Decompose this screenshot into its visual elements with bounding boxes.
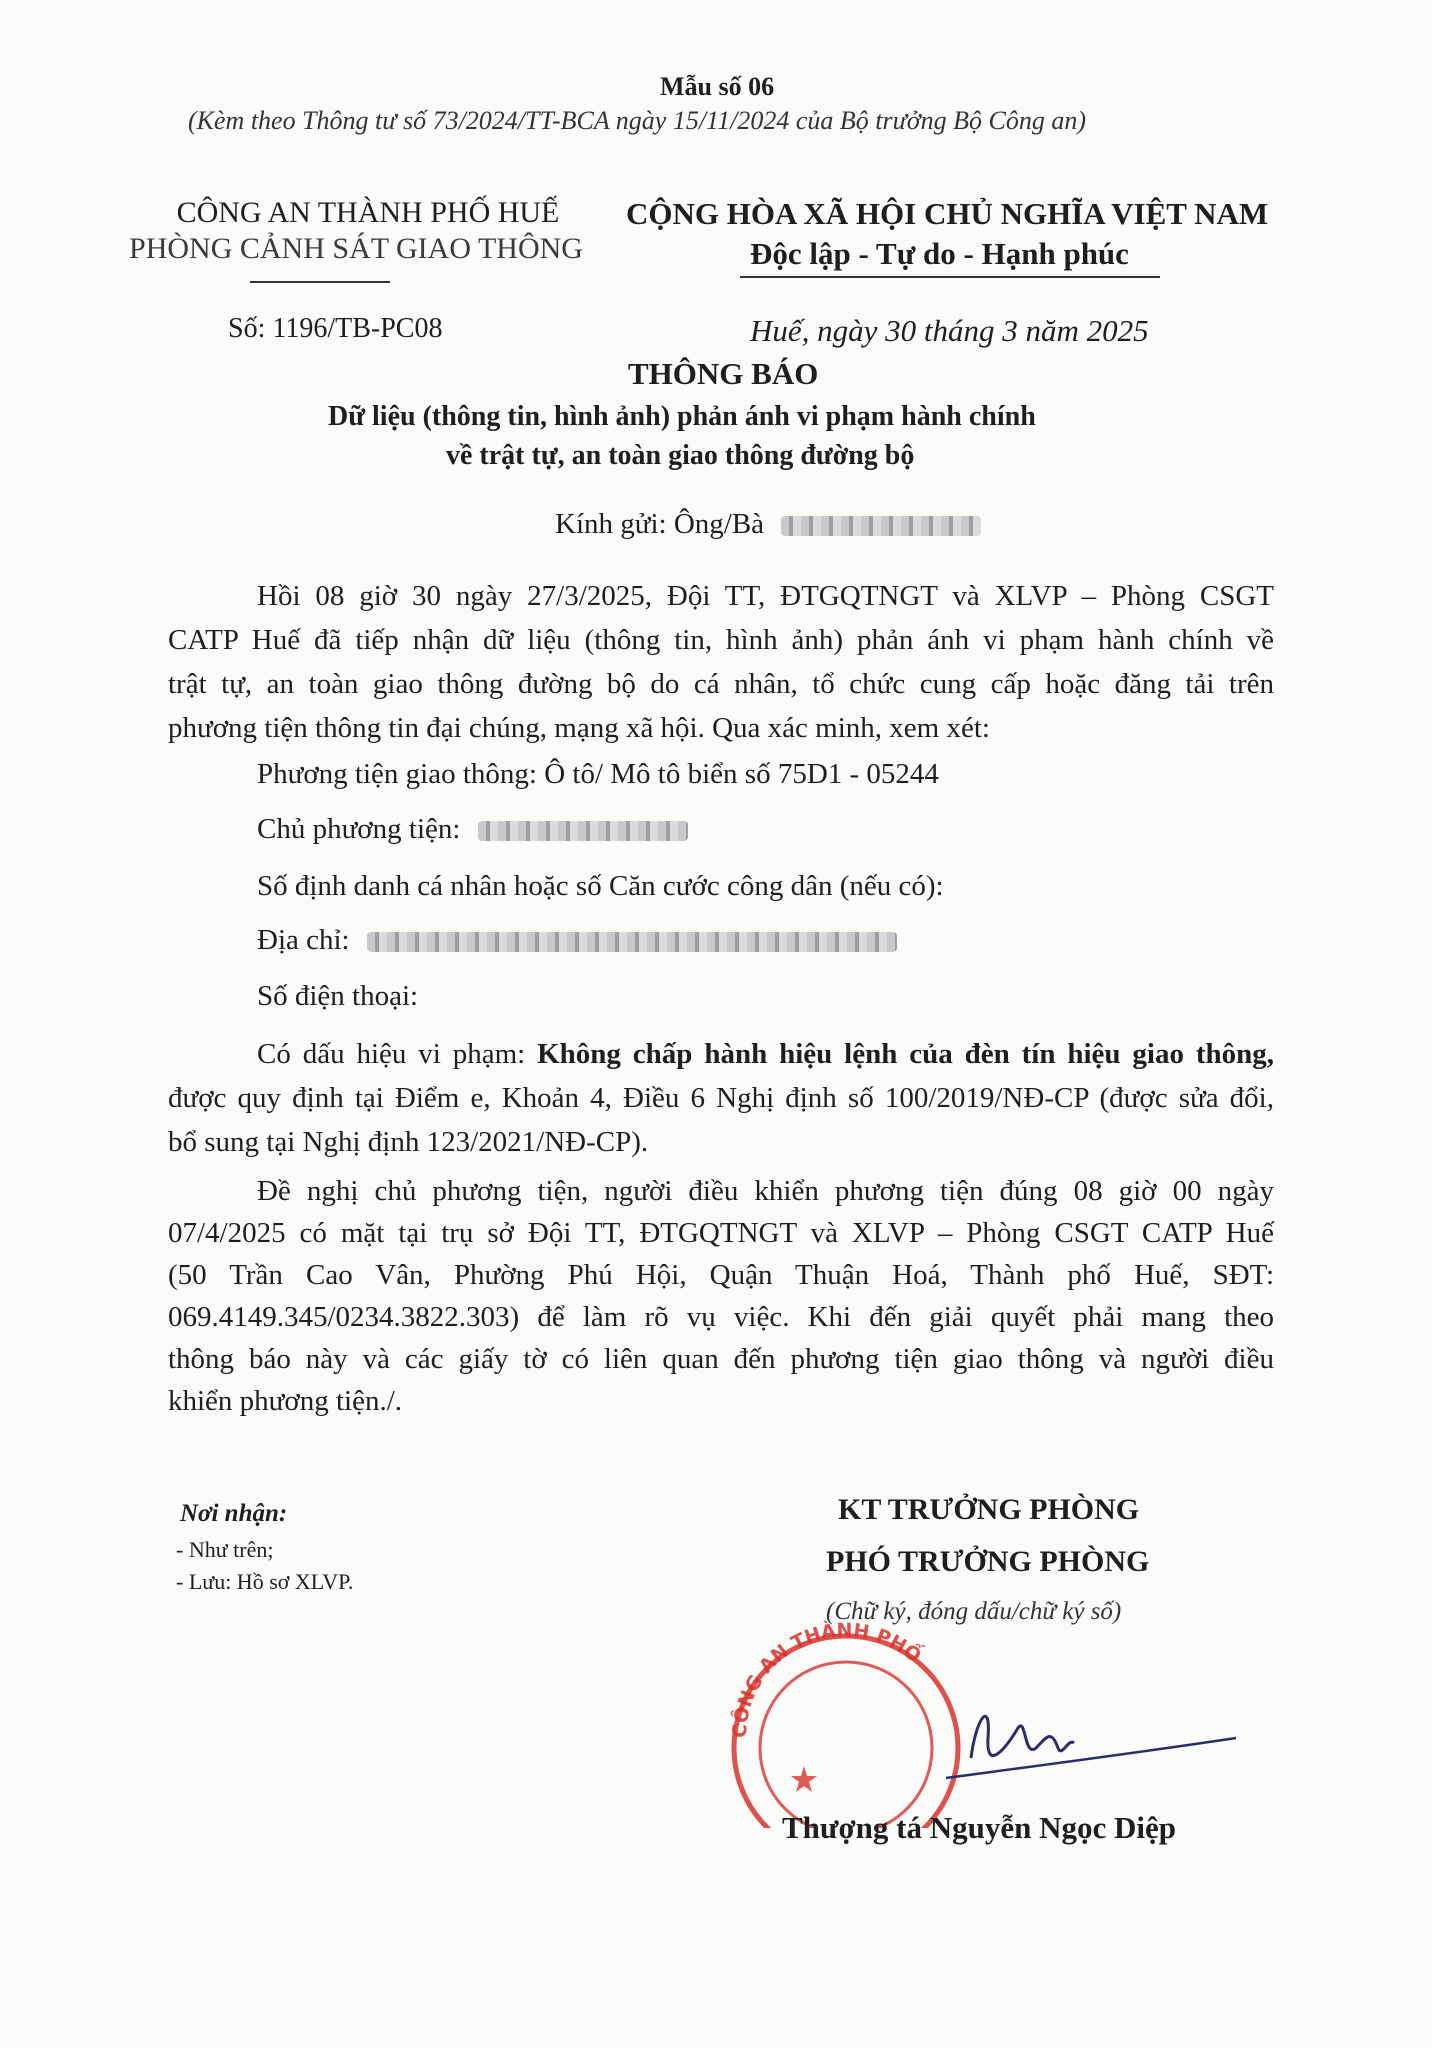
- field-id-number: Số định danh cá nhân hoặc số Căn cước công dân (nếu có):: [257, 870, 944, 902]
- field-owner: [257, 813, 688, 846]
- violation-description: Không chấp hành hiệu lệnh của đèn tín hiệu giao thông,: [537, 1038, 1275, 1070]
- document-title: THÔNG BÁO: [628, 356, 819, 391]
- field-phone: Số điện thoại:: [257, 980, 419, 1012]
- field-address: [257, 924, 897, 957]
- intro-line: phương tiện thông tin đại chúng, mạng xã hội. Qua xác minh, xem xét:: [168, 712, 990, 744]
- intro-line: trật tự, an toàn giao thông đường bộ do cá nhân, tổ chức cung cấp hoặc đăng tải trên: [168, 668, 1274, 700]
- motto: Độc lập - Tự do - Hạnh phúc: [750, 236, 1129, 271]
- violation-line: được quy định tại Điểm e, Khoản 4, Điều 6 Nghị định số 100/2019/NĐ-CP (được sửa đổi,: [168, 1082, 1274, 1114]
- request-paragraph: [168, 1170, 1274, 1422]
- nation-title: CỘNG HÒA XÃ HỘI CHỦ NGHĨA VIỆT NAM: [626, 196, 1269, 231]
- intro-paragraph: [168, 574, 1274, 750]
- violation-line: bổ sung tại Nghị định 123/2021/NĐ-CP).: [168, 1126, 649, 1158]
- salutation-label: Kính gửi: Ông/Bà: [555, 508, 765, 540]
- agency-top: CÔNG AN THÀNH PHỐ HUẾ: [176, 196, 560, 229]
- agency-sub: PHÒNG CẢNH SÁT GIAO THÔNG: [129, 232, 583, 265]
- subtitle-line-1: Dữ liệu (thông tin, hình ảnh) phản ánh vi phạm hành chính: [328, 401, 1036, 432]
- motto-underline: [740, 276, 1160, 278]
- field-address-label: Địa chỉ:: [257, 924, 350, 956]
- recipients-heading: Nơi nhận:: [180, 1500, 288, 1527]
- violation-prefix: Có dấu hiệu vi phạm:: [257, 1038, 538, 1070]
- recipient-item: - Lưu: Hồ sơ XLVP.: [176, 1569, 354, 1594]
- seal-text: CÔNG AN THÀNH PHỐ: [728, 1619, 926, 1739]
- request-line: thông báo này và các giấy tờ có liên quan đến phương tiện giao thông và người điều: [168, 1343, 1274, 1375]
- subtitle-line-2: về trật tự, an toàn giao thông đường bộ: [446, 440, 915, 471]
- field-vehicle: Phương tiện giao thông: Ô tô/ Mô tô biển số 75D1 - 05244: [257, 758, 939, 790]
- handwritten-signature: [971, 1716, 1074, 1758]
- place-date: Huế, ngày 30 tháng 3 năm 2025: [750, 313, 1149, 348]
- seal-star-icon: [791, 1766, 817, 1792]
- violation-paragraph: [168, 1032, 1274, 1164]
- request-line: 07/4/2025 có mặt tại trụ sở Đội TT, ĐTGQTNGT và XLVP – Phòng CSGT CATP Huế: [168, 1217, 1274, 1249]
- sign-note: (Chữ ký, đóng dấu/chữ ký số): [826, 1598, 1122, 1625]
- violation-line: [168, 1032, 1274, 1076]
- salutation: [555, 508, 981, 541]
- request-line: (50 Trần Cao Vân, Phường Phú Hội, Quận Thuận Hoá, Thành phố Huế, SĐT:: [168, 1259, 1274, 1291]
- request-line: Đề nghị chủ phương tiện, người điều khiển phương tiện đúng 08 giờ 00 ngày: [257, 1175, 1274, 1207]
- signature-stroke: [946, 1738, 1236, 1778]
- signer-name: Thượng tá Nguyễn Ngọc Diệp: [782, 1810, 1177, 1845]
- redacted-name: [781, 516, 981, 536]
- sign-title-1: KT TRƯỞNG PHÒNG: [838, 1493, 1140, 1526]
- agency-underline: [250, 281, 390, 283]
- form-reference: (Kèm theo Thông tư số 73/2024/TT-BCA ngày 15/11/2024 của Bộ trưởng Bộ Công an): [188, 106, 1087, 135]
- redacted-owner: [478, 821, 688, 841]
- document-number: Số: 1196/TB-PC08: [228, 313, 443, 344]
- request-line: khiển phương tiện./.: [168, 1385, 403, 1417]
- redacted-address: [367, 932, 897, 952]
- seal-inner-ring: [760, 1662, 932, 1828]
- field-owner-label: Chủ phương tiện:: [257, 813, 461, 845]
- form-number: Mẫu số 06: [660, 72, 775, 101]
- intro-line: CATP Huế đã tiếp nhận dữ liệu (thông tin, hình ảnh) phản ánh vi phạm hành chính về: [168, 624, 1274, 656]
- sign-title-2: PHÓ TRƯỞNG PHÒNG: [826, 1545, 1150, 1578]
- intro-line: Hồi 08 giờ 30 ngày 27/3/2025, Đội TT, ĐTGQTNGT và XLVP – Phòng CSGT: [257, 580, 1274, 612]
- official-seal-signature: [706, 1598, 1246, 1828]
- recipient-item: - Như trên;: [176, 1537, 274, 1562]
- request-line: 069.4149.345/0234.3822.303) để làm rõ vụ việc. Khi đến giải quyết phải mang theo: [168, 1301, 1274, 1333]
